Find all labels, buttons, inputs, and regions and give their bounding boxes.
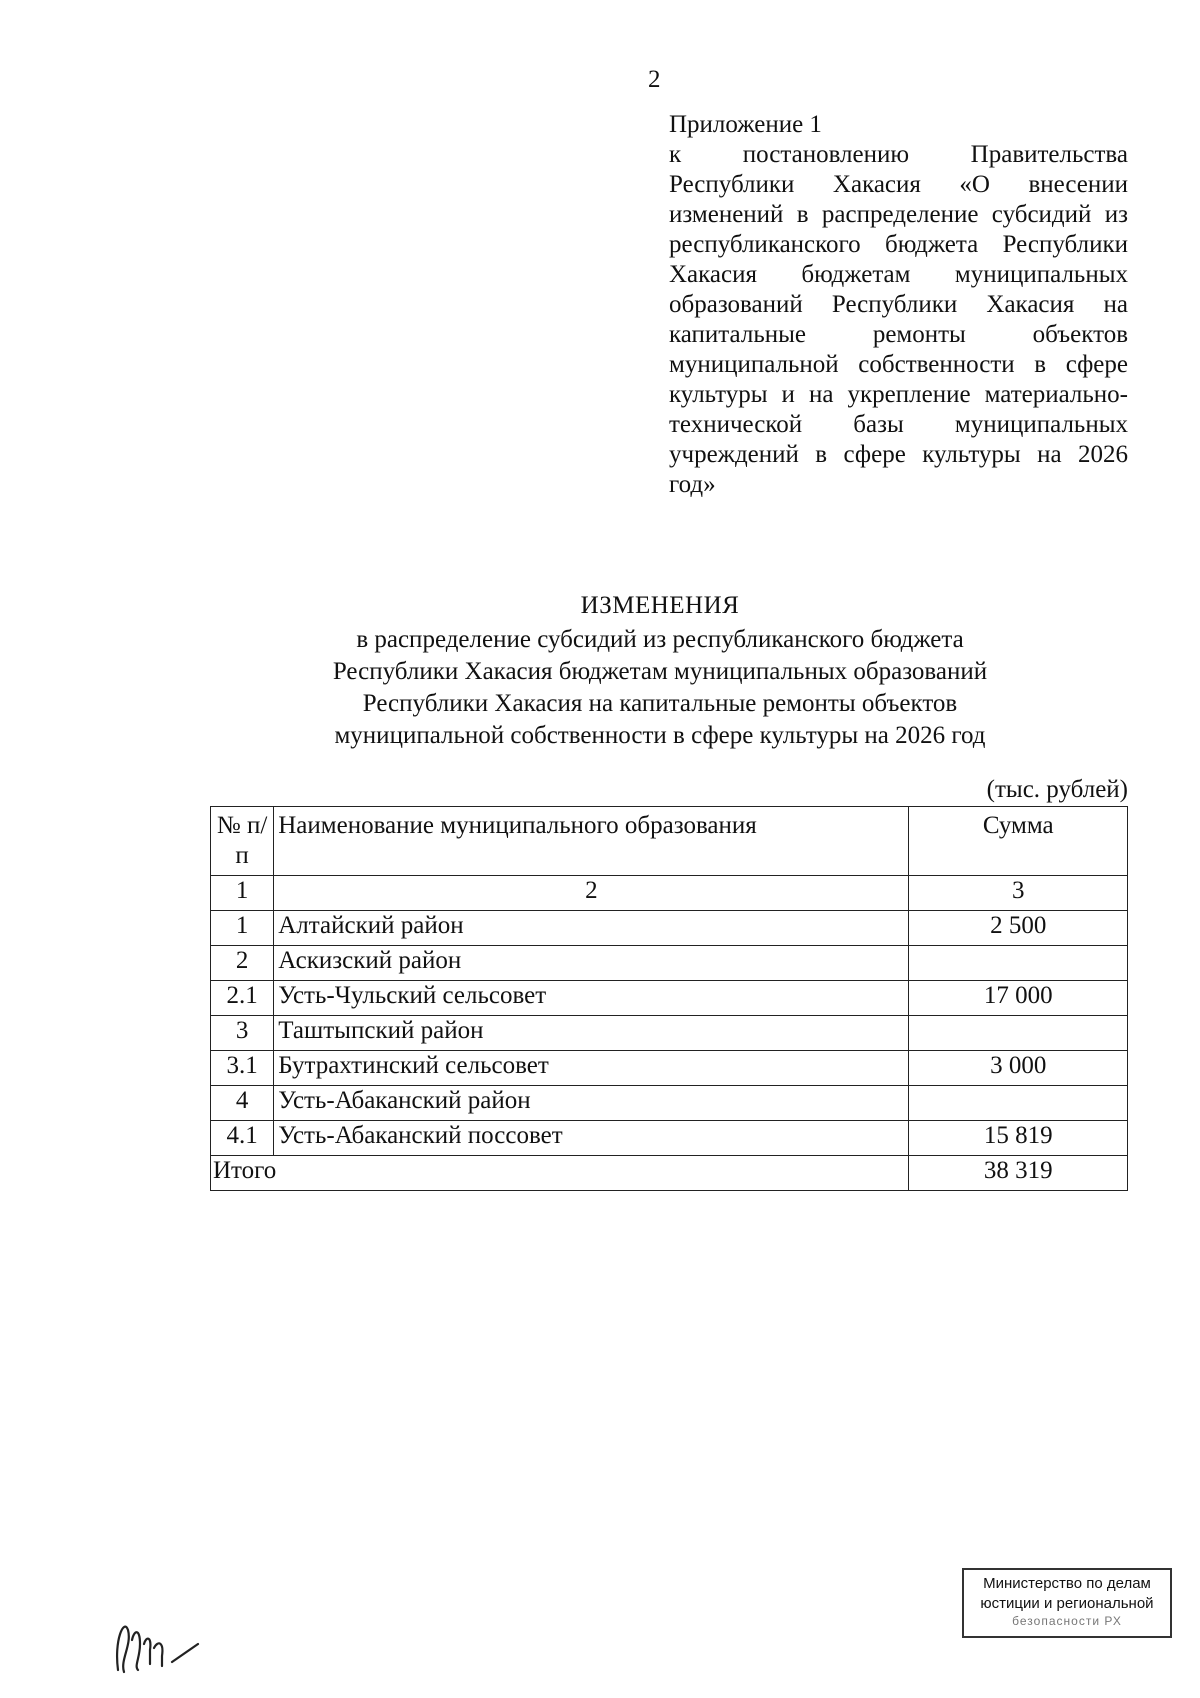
page-number: 2 [648,66,661,93]
total-sum: 38 319 [909,1156,1128,1191]
column-number-1: 1 [211,876,274,911]
row-num: 3 [211,1016,274,1051]
table-row [211,911,1128,946]
appendix-block [669,110,1128,500]
title-line-3: Республики Хакасия на капитальные ремонты объектов [362,690,958,717]
title-line-2: Республики Хакасия бюджетам муниципальных образований [332,658,988,685]
row-name: Алтайский район [274,911,909,946]
row-name: Усть-Абаканский район [274,1086,909,1121]
row-sum [909,1086,1128,1121]
row-num: 3.1 [211,1051,274,1086]
row-num: 2.1 [211,981,274,1016]
appendix-body: к постановлению Правительства Республики Хакасия «О внесении изменений в распределение субсидий из республиканского бюджета Республики Хакасия бюджетам муниципальных образований Республики Хакасия на капитальные ремонты объектов муниципальной собственности в сфере культуры и на укрепление материально-технической базы муниципальных учреждений в сфере культуры на 2026 год» [669,141,1128,498]
header-num: № п/п [211,807,274,876]
table-row [211,981,1128,1016]
row-name: Усть-Чульский сельсовет [274,981,909,1016]
changes-table [210,806,1128,1191]
column-number-row [211,876,1128,911]
row-name: Бутрахтинский сельсовет [274,1051,909,1086]
stamp-line-2: юстиции и региональной [980,1595,1154,1612]
table-row [211,1051,1128,1086]
row-name: Аскизский район [274,946,909,981]
row-num: 1 [211,911,274,946]
row-sum: 15 819 [909,1121,1128,1156]
document-title [210,590,1110,752]
total-row [211,1156,1128,1191]
total-label: Итого [211,1156,909,1191]
unit-note: (тыс. рублей) [986,776,1128,803]
title-heading: ИЗМЕНЕНИЯ [580,592,740,619]
appendix-title: Приложение 1 [669,111,822,138]
row-sum [909,1016,1128,1051]
stamp-line-1: Министерство по делам [983,1575,1151,1592]
row-sum: 2 500 [909,911,1128,946]
header-sum: Сумма [909,807,1128,876]
stamp-line-3: безопасности РХ [1012,1614,1122,1628]
title-line-4: муниципальной собственности в сфере культуры на 2026 год [334,722,986,749]
registration-stamp [962,1568,1172,1638]
column-number-3: 3 [909,876,1128,911]
row-name: Таштыпский район [274,1016,909,1051]
table-row [211,1121,1128,1156]
table-row [211,946,1128,981]
row-num: 2 [211,946,274,981]
table-row [211,1016,1128,1051]
row-name: Усть-Абаканский поссовет [274,1121,909,1156]
row-num: 4.1 [211,1121,274,1156]
header-name: Наименование муниципального образования [274,807,909,876]
table-header-row [211,807,1128,876]
column-number-2: 2 [274,876,909,911]
table-row [211,1086,1128,1121]
title-line-1: в распределение субсидий из республиканского бюджета [356,626,964,653]
row-sum: 3 000 [909,1051,1128,1086]
row-sum: 17 000 [909,981,1128,1016]
signature-icon [110,1600,210,1680]
row-num: 4 [211,1086,274,1121]
row-sum [909,946,1128,981]
